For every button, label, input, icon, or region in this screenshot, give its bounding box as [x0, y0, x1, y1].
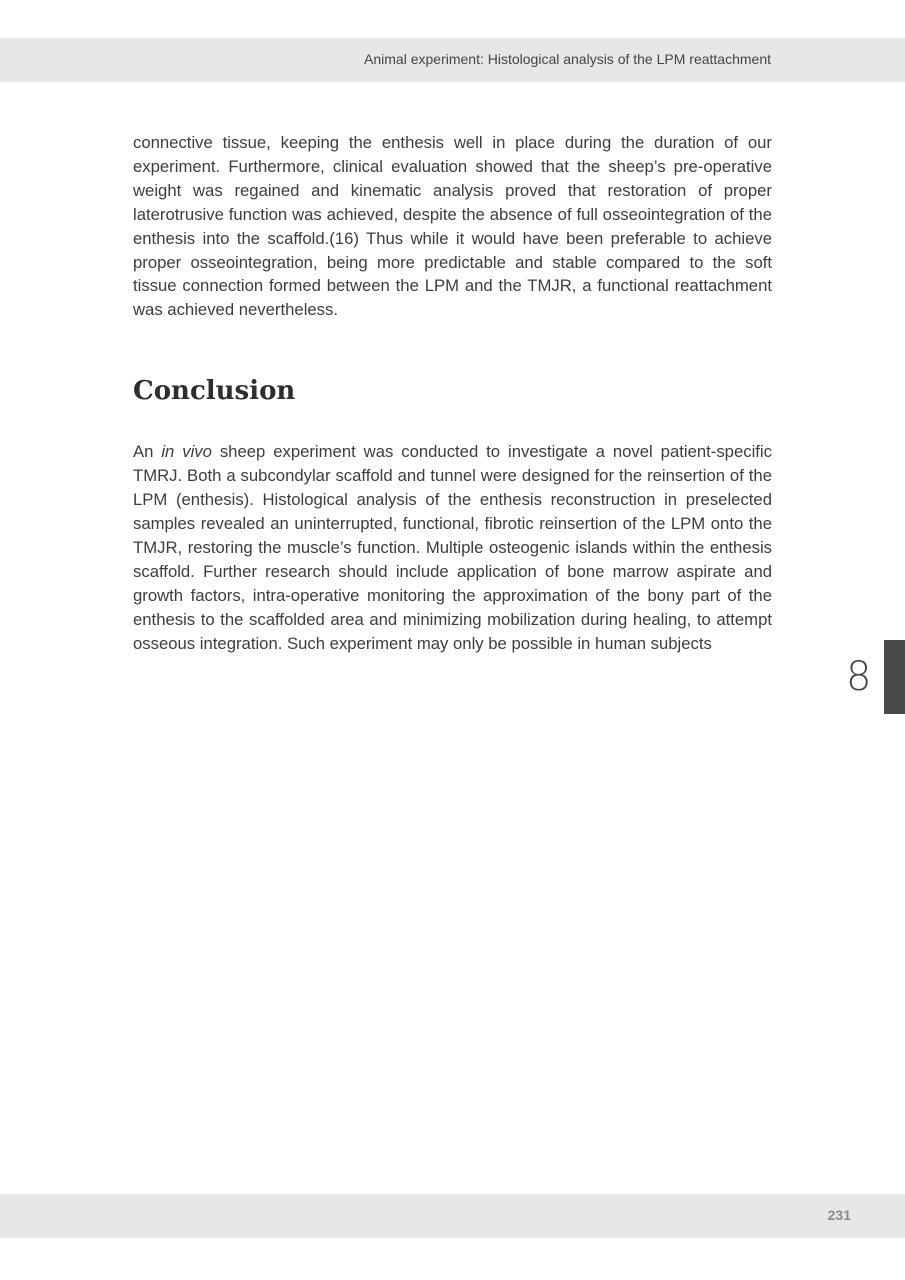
chapter-number: 8 [846, 654, 871, 700]
running-header-title: Animal experiment: Histological analysis of the LPM reattachment [364, 51, 771, 67]
conclusion-paragraph [133, 440, 772, 655]
page-footer [0, 1194, 905, 1238]
main-content [133, 131, 772, 655]
chapter-thumb-tab [884, 640, 905, 714]
running-header [0, 38, 905, 82]
section-heading-conclusion: Conclusion [133, 376, 296, 407]
conclusion-lead-text: An [133, 442, 162, 462]
page-number: 231 [827, 1207, 851, 1223]
body-paragraph: connective tissue, keeping the enthesis well in place during the duration of our experiment. Furthermore, clinical evaluation showed that the sheep’s pre-operative weight was regained and kinematic analysis proved that restoration of proper laterotrusive function was achieved, despite the absence of full osseointegration of the enthesis into the scaffold.(16) Thus while it would have been preferable to achieve proper osseointegration, being more predictable and stable compared to the soft tissue connection formed between the LPM and the TMJR, a functional reattachment was achieved nevertheless. [133, 133, 772, 320]
conclusion-body-text: sheep experiment was conducted to investigate a novel patient-specific TMRJ. Both a subcondylar scaffold and tunnel were designed for the reinsertion of the LPM (enthesis). Histological analysis of the enthesis reconstruction in preselected samples revealed an uninterrupted, functional, fibrotic reinsertion of the LPM onto the TMJR, restoring the muscle’s function. Multiple osteogenic islands within the enthesis scaffold. Further research should include application of bone marrow aspirate and growth factors, intra-operative monitoring the approximation of the bony part of the enthesis to the scaffolded area and minimizing mobilization during healing, to attempt osseous integration. Such experiment may only be possible in human subjects [133, 442, 772, 653]
italic-term: in vivo [161, 442, 212, 462]
